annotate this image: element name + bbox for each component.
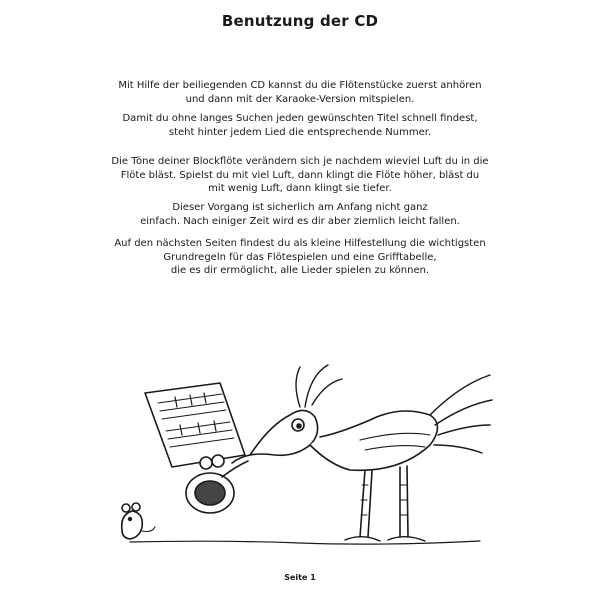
paragraph-line: mit wenig Luft, dann klingt sie tiefer. <box>208 183 392 194</box>
paragraph-next-pages <box>0 237 600 278</box>
paragraph-line: Die Töne deiner Blockflöte verändern sich je nachdem wieviel Luft du in die <box>111 156 489 167</box>
paragraph-practice <box>0 201 600 228</box>
page-title: Benutzung der CD <box>221 12 379 30</box>
mouse-icon <box>122 503 155 539</box>
paragraph-line: Flöte bläst. Spielst du mit viel Luft, dann klingt die Flöte höher, bläst du <box>120 169 480 181</box>
paragraph-line: Mit Hilfe der beiliegenden CD kannst du die Flötenstücke zuerst anhören <box>118 80 482 91</box>
paragraph-line: Grundregeln für das Flötespielen und eine Grifftabelle, <box>163 251 437 263</box>
ground-line <box>130 541 480 544</box>
paragraph-line: einfach. Nach einiger Zeit wird es dir aber ziemlich leicht fallen. <box>140 215 460 227</box>
paragraph-track-numbers <box>0 112 600 139</box>
paragraph-cd-usage <box>0 79 600 106</box>
bird-icon <box>232 365 492 541</box>
paragraph-air-pitch <box>0 155 600 196</box>
paragraph-line: Dieser Vorgang ist sicherlich am Anfang nicht ganz <box>172 202 428 213</box>
paragraph-line: Damit du ohne langes Suchen jeden gewünschten Titel schnell findest, <box>122 113 478 124</box>
bird-flute-illustration <box>100 345 500 560</box>
paragraph-line: die es dir ermöglicht, alle Lieder spielen zu können. <box>170 265 430 276</box>
paragraph-line: steht hinter jedem Lied die entsprechende Nummer. <box>168 126 432 138</box>
paragraph-line: und dann mit der Karaoke-Version mitspielen. <box>185 93 415 105</box>
paragraph-line: Auf den nächsten Seiten findest du als kleine Hilfestellung die wichtigsten <box>114 238 486 249</box>
page-number: Seite 1 <box>284 573 316 582</box>
sheet-music-icon <box>145 383 245 467</box>
